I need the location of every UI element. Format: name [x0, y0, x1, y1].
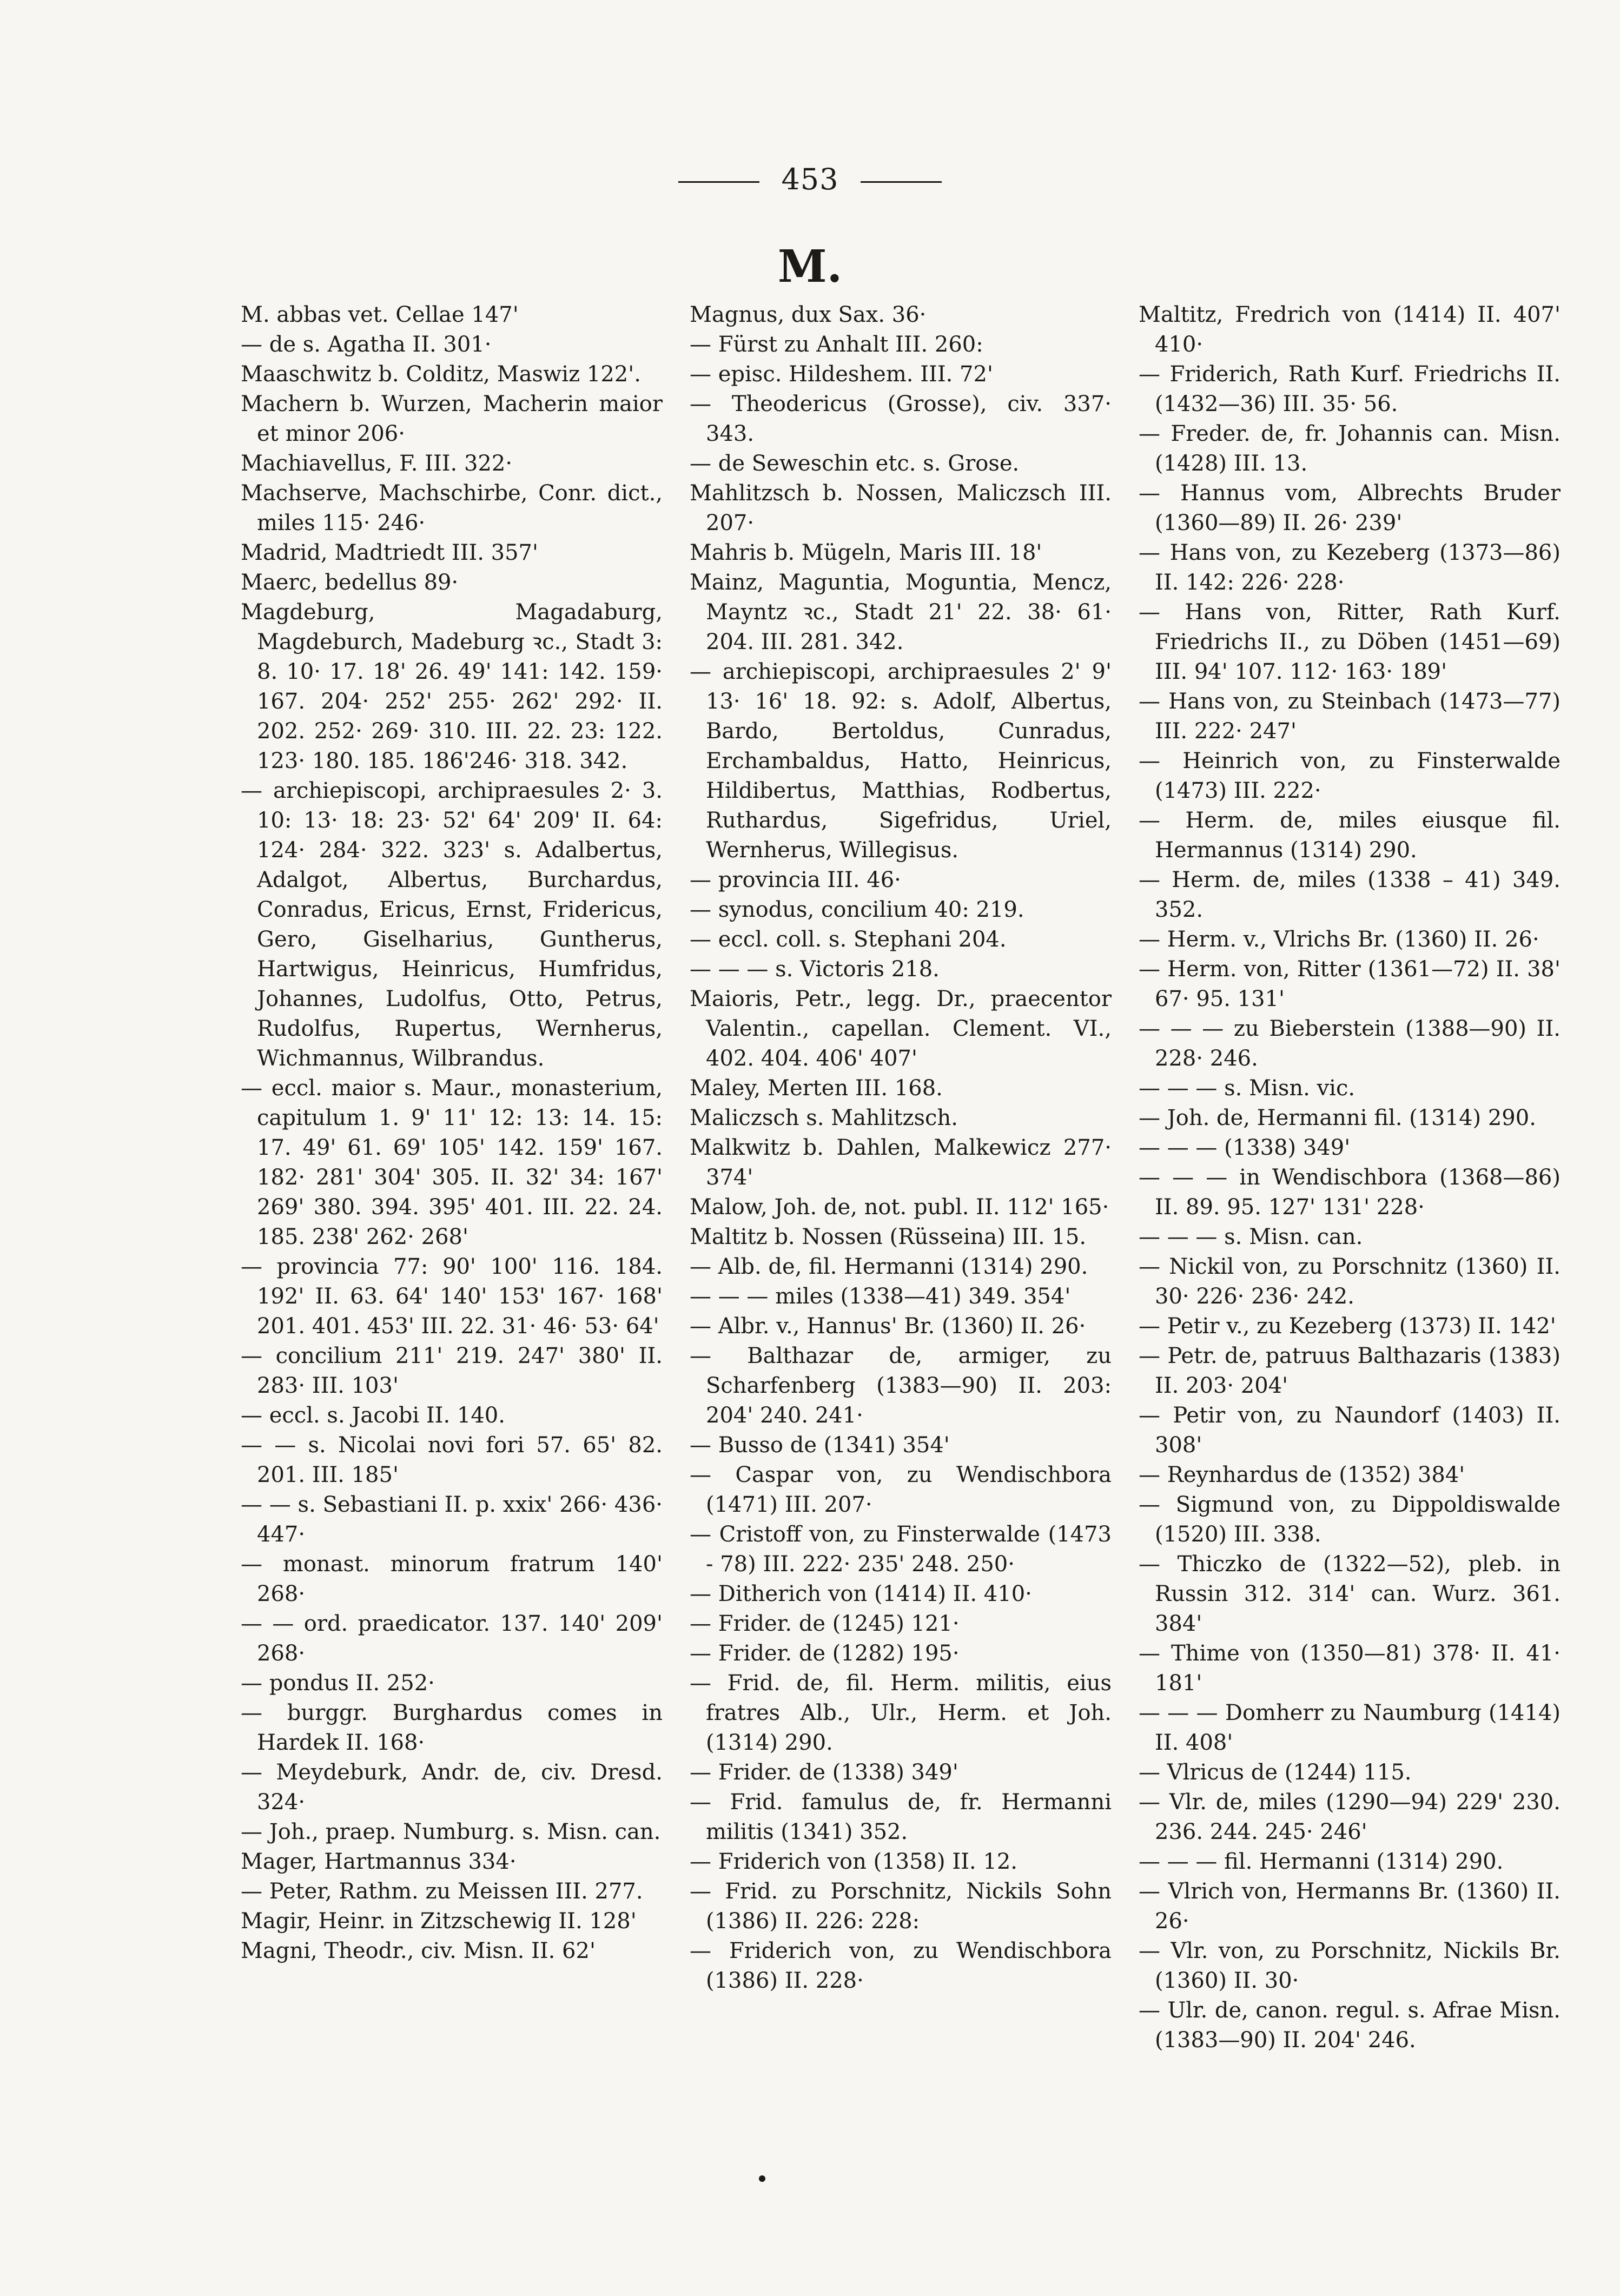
index-entry: Machiavellus, F. III. 322·	[241, 451, 513, 476]
index-entry: — Frider. de (1245) 121·	[690, 1611, 960, 1636]
index-entry: Malkwitz b. Dahlen, Malkewicz 277· 374'	[690, 1135, 1112, 1190]
index-entry: — eccl. coll. s. Stephani 204.	[690, 927, 1007, 952]
index-entry: — de s. Agatha II. 301·	[241, 332, 492, 357]
index-entry: — Caspar von, zu Wendischbora (1471) III. 207·	[690, 1463, 1112, 1517]
page-number-rule-left	[678, 181, 759, 183]
index-entry: Magir, Heinr. in Zitzschewig II. 128'	[241, 1909, 637, 1934]
index-entry: — Herm. von, Ritter (1361—72) II. 38' 67· 95. 131'	[1139, 957, 1561, 1011]
index-entry: Mahlitzsch b. Nossen, Maliczsch III. 207·	[690, 481, 1112, 535]
index-entry: — — s. Sebastiani II. p. xxix' 266· 436· 447·	[241, 1492, 663, 1547]
index-entry: — Busso de (1341) 354'	[690, 1433, 950, 1458]
index-entry: — provincia III. 46·	[690, 868, 901, 892]
index-entry: — Fürst zu Anhalt III. 260:	[690, 332, 983, 357]
index-entry: Maley, Merten III. 168.	[690, 1076, 943, 1101]
index-entry: — pondus II. 252·	[241, 1671, 435, 1696]
index-entry: — Peter, Rathm. zu Meissen III. 277.	[241, 1879, 643, 1904]
index-column-3	[1139, 300, 1561, 2055]
index-entry: — Frider. de (1338) 349'	[690, 1760, 958, 1785]
index-entry: Machern b. Wurzen, Macherin maior et minor 206·	[241, 392, 663, 446]
index-entry: — Reynhardus de (1352) 384'	[1139, 1463, 1465, 1487]
index-entry: — burggr. Burghardus comes in Hardek II. 168·	[241, 1701, 663, 1755]
index-entry: — Heinrich von, zu Finsterwalde (1473) III. 222·	[1139, 749, 1561, 803]
index-entry: — — — Domherr zu Naumburg (1414) II. 408'	[1139, 1701, 1561, 1755]
index-entry: — Vlr. de, miles (1290—94) 229' 230. 236. 244. 245· 246'	[1139, 1790, 1561, 1844]
index-entry: — Petir v., zu Kezeberg (1373) II. 142'	[1139, 1314, 1556, 1339]
index-entry: Maioris, Petr., legg. Dr., praecentor Valentin., capellan. Clement. VI., 402. 404. 406' 407'	[690, 987, 1112, 1071]
index-entry: — Joh. de, Hermanni fil. (1314) 290.	[1139, 1106, 1536, 1130]
index-entry: Mager, Hartmannus 334·	[241, 1849, 517, 1874]
index-entry: — Herm. de, miles (1338 – 41) 349. 352.	[1139, 868, 1561, 922]
page-number-rule-right	[861, 181, 942, 183]
index-entry: — Ditherich von (1414) II. 410·	[690, 1582, 1032, 1606]
index-entry: — Meydeburk, Andr. de, civ. Dresd. 324·	[241, 1760, 663, 1815]
index-entry: — — — in Wendischbora (1368—86) II. 89. 95. 127' 131' 228·	[1139, 1165, 1561, 1220]
index-entry: — Frid. famulus de, fr. Hermanni militis (1341) 352.	[690, 1790, 1112, 1844]
index-entry: — Sigmund von, zu Dippoldiswalde (1520) III. 338.	[1139, 1492, 1561, 1547]
index-entry: — eccl. maior s. Maur., monasterium, capitulum 1. 9' 11' 12: 13: 14. 15: 17. 49' 61. 69' 105' 142. 159' 167. 182· 281' 304' 305. II. 32' 34: 167' 269' 380. 394. 395' 401. III. 22. 24. 185. 238' 262· 268'	[241, 1076, 663, 1249]
index-entry: — Friderich, Rath Kurf. Friedrichs II. (1432—36) III. 35· 56.	[1139, 362, 1561, 416]
index-entry: — archiepiscopi, archipraesules 2· 3. 10: 13· 18: 23· 52' 64' 209' II. 64: 124· 284· 322. 323' s. Adalbertus, Adalgot, Albertus, Burchardus, Conradus, Ericus, Ernst, Fridericus, Gero, Giselharius, Guntherus, Hartwigus, Heinricus, Humfridus, Johannes, Ludolfus, Otto, Petrus, Rudolfus, Rupertus, Wernherus, Wichmannus, Wilbrandus.	[241, 778, 663, 1071]
index-entry: M. abbas vet. Cellae 147'	[241, 302, 519, 327]
index-entry: — — — fil. Hermanni (1314) 290.	[1139, 1849, 1504, 1874]
index-entry: — — — zu Bieberstein (1388—90) II. 228· 246.	[1139, 1016, 1561, 1071]
index-entry: — Vlrich von, Hermanns Br. (1360) II. 26·	[1139, 1879, 1561, 1934]
footer-dot	[759, 2175, 765, 2182]
index-column-2	[690, 300, 1112, 1996]
index-entry: Mainz, Maguntia, Moguntia, Mencz, Mayntz ꝛc., Stadt 21' 22. 38· 61· 204. III. 281. 342.	[690, 570, 1112, 654]
index-entry: — — — (1338) 349'	[1139, 1135, 1351, 1160]
index-entry: — Ulr. de, canon. regul. s. Afrae Misn. (1383—90) II. 204' 246.	[1139, 1998, 1561, 2053]
index-entry: — Freder. de, fr. Johannis can. Misn. (1428) III. 13.	[1139, 421, 1561, 476]
index-entry: — Alb. de, fil. Hermanni (1314) 290.	[690, 1254, 1088, 1279]
index-entry: — Frid. zu Porschnitz, Nickils Sohn (1386) II. 226: 228:	[690, 1879, 1112, 1934]
index-entry: Machserve, Machschirbe, Conr. dict., miles 115· 246·	[241, 481, 663, 535]
index-entry: — Thiczko de (1322—52), pleb. in Russin 312. 314' can. Wurz. 361. 384'	[1139, 1552, 1561, 1636]
index-entry: — concilium 211' 219. 247' 380' II. 283· III. 103'	[241, 1344, 663, 1398]
index-entry: — Theodericus (Grosse), civ. 337· 343.	[690, 392, 1112, 446]
index-entry: — episc. Hildeshem. III. 72'	[690, 362, 993, 387]
index-entry: — — — s. Victoris 218.	[690, 957, 940, 982]
index-entry: — Hans von, zu Kezeberg (1373—86) II. 142: 226· 228·	[1139, 540, 1561, 595]
index-entry: — Petr. de, patruus Balthazaris (1383) II. 203· 204'	[1139, 1344, 1561, 1398]
index-entry: — Frider. de (1282) 195·	[690, 1641, 960, 1666]
index-entry: — Cristoff von, zu Finsterwalde (1473 - 78) III. 222· 235' 248. 250·	[690, 1522, 1112, 1577]
index-entry: Maliczsch s. Mahlitzsch.	[690, 1106, 958, 1130]
index-entry: Magni, Theodr., civ. Misn. II. 62'	[241, 1938, 596, 1963]
index-entry: Maltitz, Fredrich von (1414) II. 407' 410·	[1139, 302, 1561, 357]
index-entry: — Herm. de, miles eiusque fil. Hermannus (1314) 290.	[1139, 808, 1561, 863]
index-entry: Mahris b. Mügeln, Maris III. 18'	[690, 540, 1042, 565]
page-number-text: 453	[781, 162, 839, 196]
index-entry: — Hannus vom, Albrechts Bruder (1360—89) II. 26· 239'	[1139, 481, 1561, 535]
index-entry: Malow, Joh. de, not. publ. II. 112' 165·	[690, 1195, 1109, 1220]
index-entry: — archiepiscopi, archipraesules 2' 9' 13· 16' 18. 92: s. Adolf, Albertus, Bardo, Bertoldus, Cunradus, Erchambaldus, Hatto, Heinricus, Hildibertus, Matthias, Rodbertus, Ruthardus, Sigefridus, Uriel, Wernherus, Willegisus.	[690, 659, 1112, 863]
index-entry: — Vlr. von, zu Porschnitz, Nickils Br. (1360) II. 30·	[1139, 1938, 1561, 1993]
index-entry: — Joh., praep. Numburg. s. Misn. can.	[241, 1819, 661, 1844]
index-entry: — Hans von, zu Steinbach (1473—77) III. 222· 247'	[1139, 689, 1561, 744]
index-entry: — eccl. s. Jacobi II. 140.	[241, 1403, 505, 1428]
index-entry: — Friderich von (1358) II. 12.	[690, 1849, 1017, 1874]
index-entry: — synodus, concilium 40: 219.	[690, 897, 1024, 922]
index-entry: — Friderich von, zu Wendischbora (1386) II. 228·	[690, 1938, 1112, 1993]
page-number	[0, 162, 1620, 196]
index-entry: Madrid, Madtriedt III. 357'	[241, 540, 538, 565]
index-entry: — — — s. Misn. can.	[1139, 1225, 1363, 1249]
index-entry: — Thime von (1350—81) 378· II. 41· 181'	[1139, 1641, 1561, 1696]
index-column-1	[241, 300, 663, 1966]
index-entry: — Hans von, Ritter, Rath Kurf. Friedrichs II., zu Döben (1451—69) III. 94' 107. 112· 163· 189'	[1139, 600, 1561, 684]
index-entry: Magnus, dux Sax. 36·	[690, 302, 927, 327]
index-entry: — Albr. v., Hannus' Br. (1360) II. 26·	[690, 1314, 1086, 1339]
index-entry: — provincia 77: 90' 100' 116. 184. 192' II. 63. 64' 140' 153' 167· 168' 201. 401. 453' III. 22. 31· 46· 53· 64'	[241, 1254, 663, 1339]
index-entry: Maaschwitz b. Colditz, Maswiz 122'.	[241, 362, 641, 387]
index-entry: — Petir von, zu Naundorf (1403) II. 308'	[1139, 1403, 1561, 1458]
index-entry: — — — miles (1338—41) 349. 354'	[690, 1284, 1071, 1309]
index-entry: — de Seweschin etc. s. Grose.	[690, 451, 1020, 476]
index-entry: — Frid. de, fil. Herm. militis, eius fratres Alb., Ulr., Herm. et Joh. (1314) 290.	[690, 1671, 1112, 1755]
index-entry: — — — s. Misn. vic.	[1139, 1076, 1355, 1101]
index-entry: — — s. Nicolai novi fori 57. 65' 82. 201. III. 185'	[241, 1433, 663, 1487]
index-entry: Maerc, bedellus 89·	[241, 570, 459, 595]
index-entry: — Herm. v., Vlrichs Br. (1360) II. 26·	[1139, 927, 1539, 952]
index-entry: — Balthazar de, armiger, zu Scharfenberg (1383—90) II. 203: 204' 240. 241·	[690, 1344, 1112, 1428]
index-entry: — Vlricus de (1244) 115.	[1139, 1760, 1412, 1785]
index-entry: Magdeburg, Magadaburg, Magdeburch, Madeburg ꝛc., Stadt 3: 8. 10· 17. 18' 26. 49' 141: 142. 159· 167. 204· 252' 255· 262' 292· II. 202. 252· 269· 310. III. 22. 23: 122. 123· 180. 185. 186'246· 318. 342.	[241, 600, 663, 773]
section-letter: M.	[777, 241, 843, 293]
index-entry: — — ord. praedicator. 137. 140' 209' 268·	[241, 1611, 663, 1666]
index-entry: — monast. minorum fratrum 140' 268·	[241, 1552, 663, 1606]
index-entry: Maltitz b. Nossen (Rüsseina) III. 15.	[690, 1225, 1087, 1249]
index-entry: — Nickil von, zu Porschnitz (1360) II. 30· 226· 236· 242.	[1139, 1254, 1561, 1309]
